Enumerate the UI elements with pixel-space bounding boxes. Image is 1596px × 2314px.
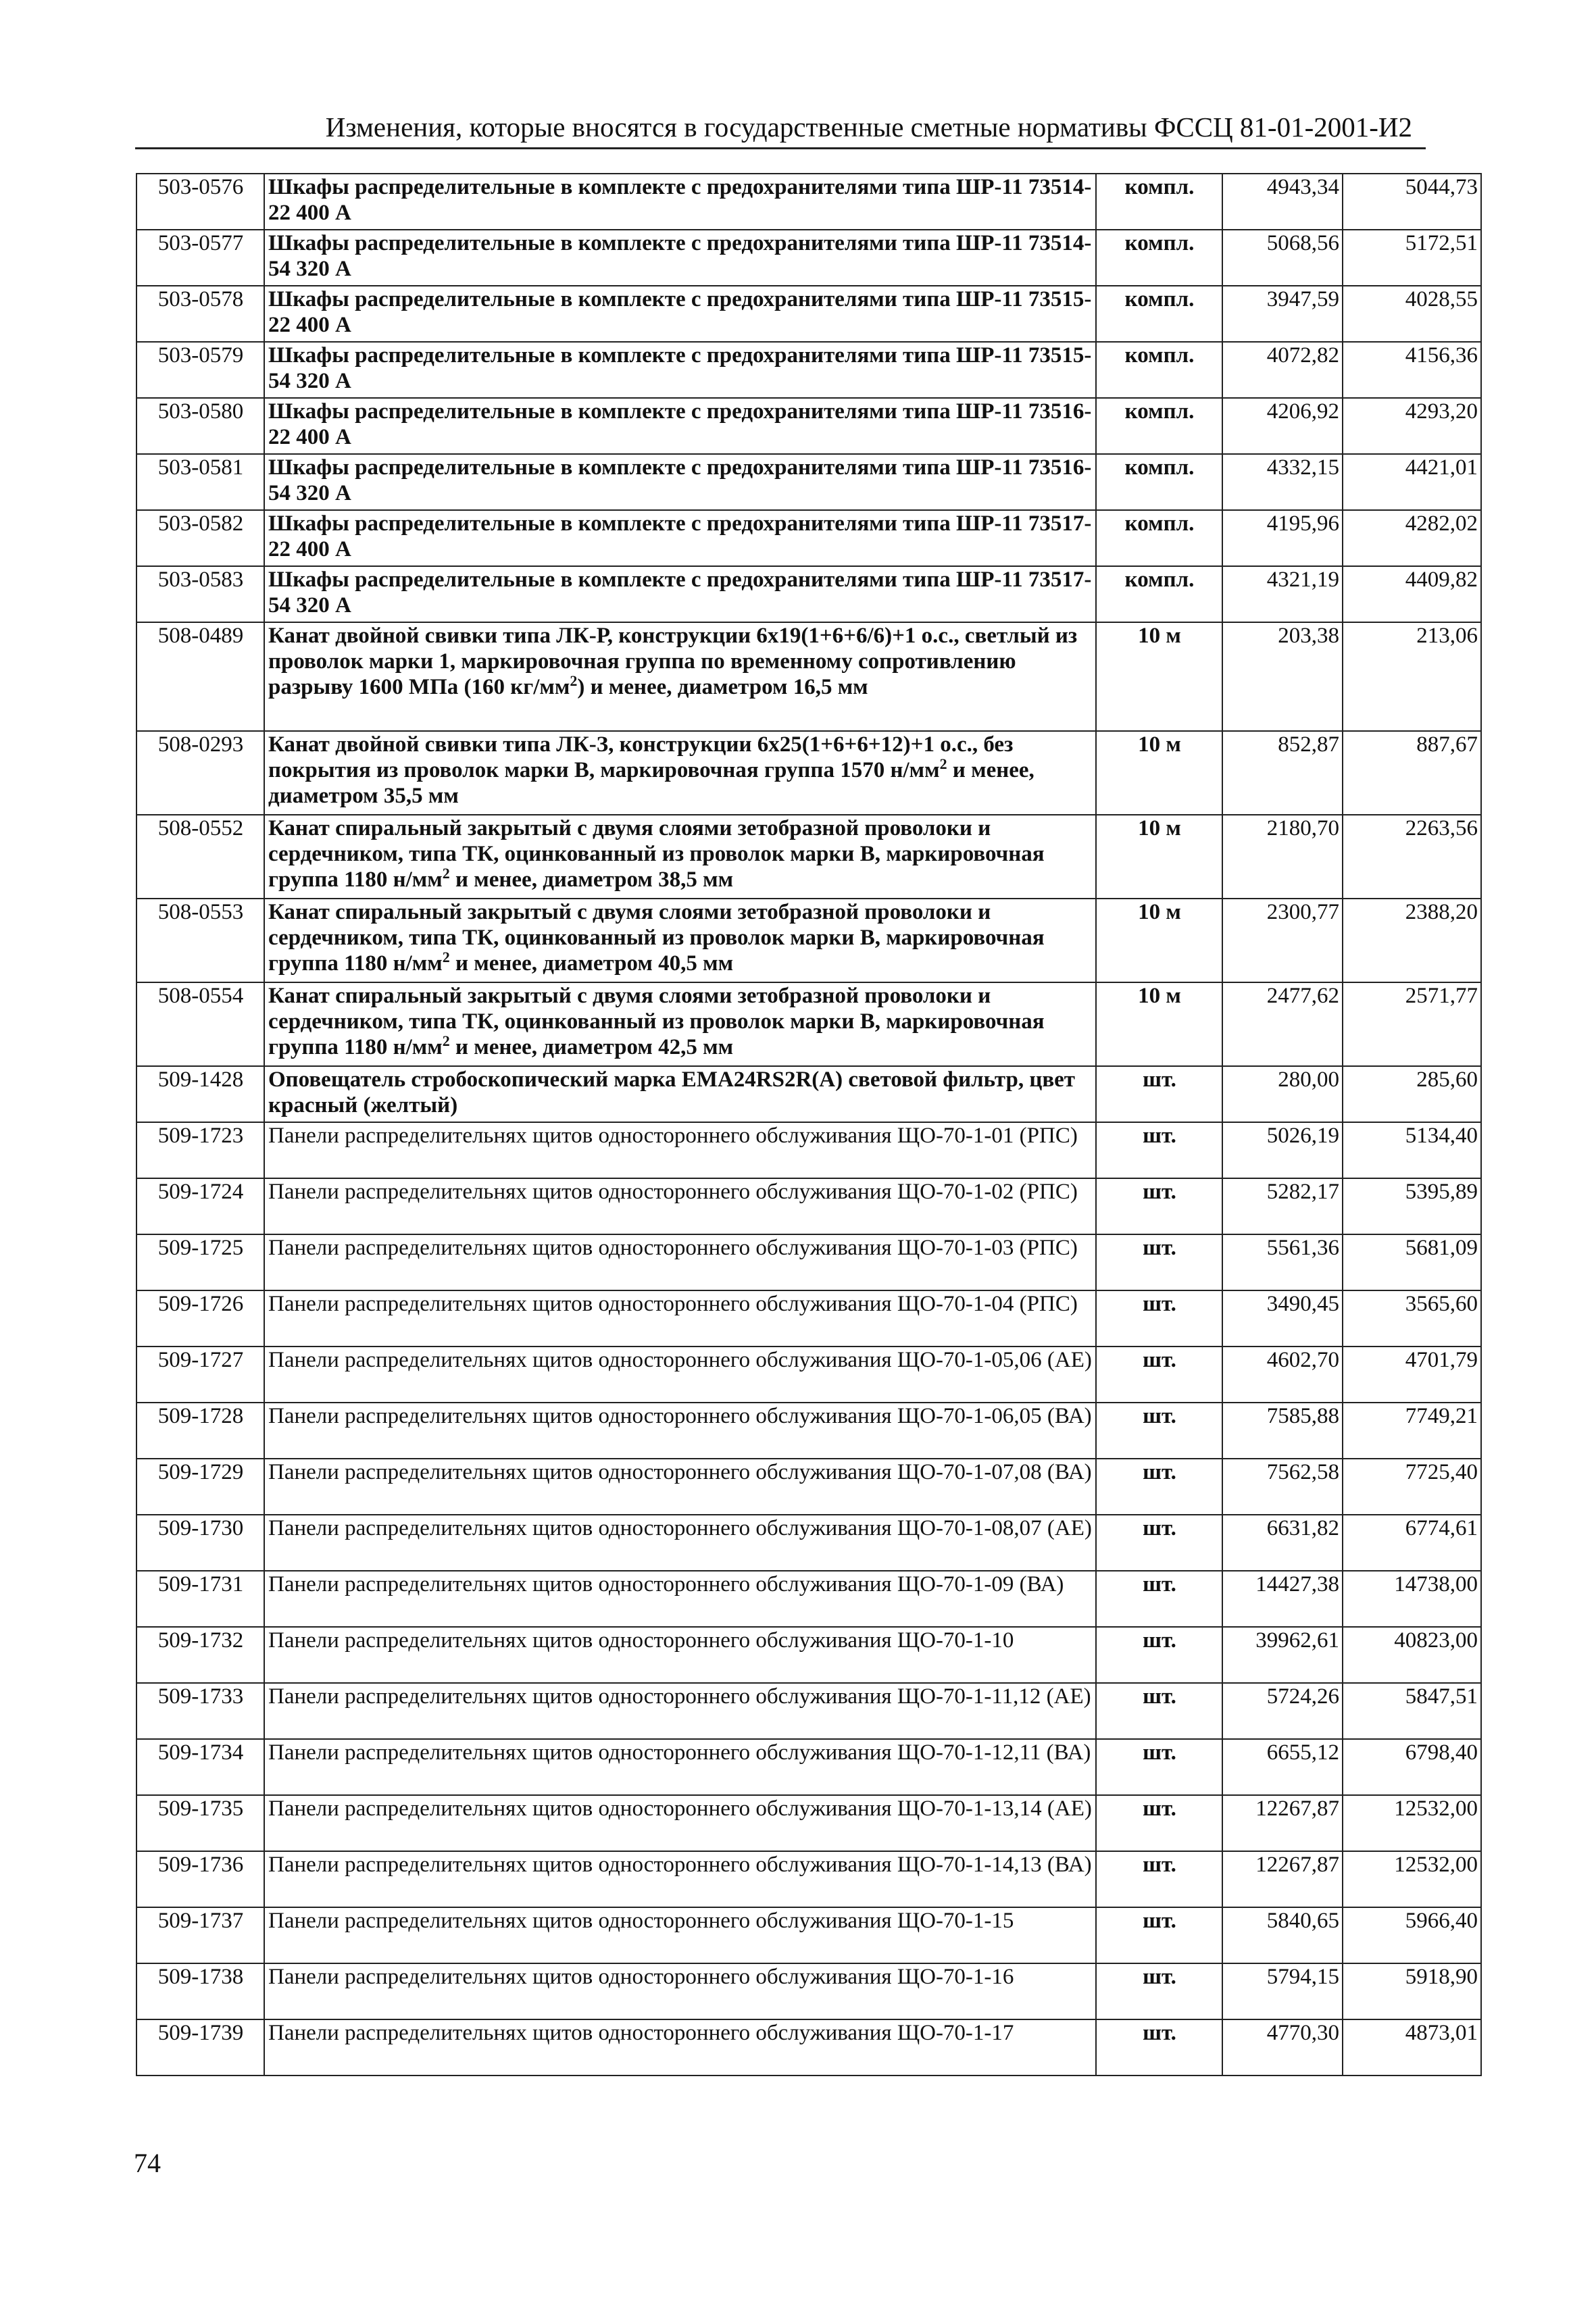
item-unit: шт. (1096, 1739, 1222, 1795)
table-row (136, 982, 1481, 1066)
item-unit: 10 м (1096, 622, 1222, 731)
item-price-base: 4602,70 (1222, 1347, 1343, 1403)
table-row (136, 1851, 1481, 1907)
item-price-base: 6631,82 (1222, 1515, 1343, 1571)
item-code: 508-0293 (136, 731, 264, 815)
item-code: 509-1428 (136, 1066, 264, 1122)
item-description: Шкафы распределительные в комплекте с предохранителями типа ШР-11 73514-22 400 А (264, 174, 1096, 230)
table-row (136, 1739, 1481, 1795)
item-price-base: 14427,38 (1222, 1571, 1343, 1627)
item-unit: компл. (1096, 174, 1222, 230)
item-code: 509-1725 (136, 1234, 264, 1290)
item-price-current: 5966,40 (1343, 1907, 1481, 1963)
item-code: 509-1727 (136, 1347, 264, 1403)
item-price-current: 5044,73 (1343, 174, 1481, 230)
item-price-current: 6798,40 (1343, 1739, 1481, 1795)
item-unit: шт. (1096, 1627, 1222, 1683)
item-unit: 10 м (1096, 731, 1222, 815)
item-price-current: 5172,51 (1343, 230, 1481, 286)
item-description: Панели распределительнях щитов одностороннего обслуживания ЩО-70-1-10 (264, 1627, 1096, 1683)
item-description: Панели распределительнях щитов одностороннего обслуживания ЩО-70-1-03 (РПС) (264, 1234, 1096, 1290)
item-price-current: 14738,00 (1343, 1571, 1481, 1627)
table-row (136, 230, 1481, 286)
page-number: 74 (134, 2148, 161, 2178)
item-price-base: 7562,58 (1222, 1459, 1343, 1515)
table-row (136, 815, 1481, 899)
item-price-current: 3565,60 (1343, 1290, 1481, 1347)
table-row (136, 1290, 1481, 1347)
table-row (136, 174, 1481, 230)
page-header (135, 108, 1426, 149)
item-unit: шт. (1096, 1122, 1222, 1178)
item-code: 508-0552 (136, 815, 264, 899)
table-row (136, 1459, 1481, 1515)
item-description: Панели распределительнях щитов одностороннего обслуживания ЩО-70-1-09 (ВА) (264, 1571, 1096, 1627)
item-price-base: 3947,59 (1222, 286, 1343, 342)
item-code: 503-0577 (136, 230, 264, 286)
price-table (136, 173, 1482, 2076)
item-price-current: 4409,82 (1343, 566, 1481, 622)
item-description: Панели распределительнях щитов одностороннего обслуживания ЩО-70-1-13,14 (АЕ) (264, 1795, 1096, 1851)
item-price-base: 4206,92 (1222, 398, 1343, 454)
item-price-base: 5794,15 (1222, 1963, 1343, 2019)
item-code: 509-1738 (136, 1963, 264, 2019)
item-price-current: 4282,02 (1343, 510, 1481, 566)
item-unit: шт. (1096, 2019, 1222, 2076)
item-unit: 10 м (1096, 815, 1222, 899)
table-row (136, 510, 1481, 566)
item-price-current: 2388,20 (1343, 899, 1481, 982)
item-code: 509-1726 (136, 1290, 264, 1347)
item-price-base: 5282,17 (1222, 1178, 1343, 1234)
item-description: Панели распределительнях щитов одностороннего обслуживания ЩО-70-1-04 (РПС) (264, 1290, 1096, 1347)
item-price-current: 6774,61 (1343, 1515, 1481, 1571)
item-price-current: 7725,40 (1343, 1459, 1481, 1515)
item-description: Панели распределительнях щитов одностороннего обслуживания ЩО-70-1-08,07 (АЕ) (264, 1515, 1096, 1571)
item-code: 503-0583 (136, 566, 264, 622)
item-description: Панели распределительнях щитов одностороннего обслуживания ЩО-70-1-14,13 (ВА) (264, 1851, 1096, 1907)
item-price-base: 4943,34 (1222, 174, 1343, 230)
item-code: 509-1728 (136, 1403, 264, 1459)
item-code: 508-0554 (136, 982, 264, 1066)
item-code: 503-0578 (136, 286, 264, 342)
table-row (136, 1066, 1481, 1122)
item-price-current: 5134,40 (1343, 1122, 1481, 1178)
item-price-current: 285,60 (1343, 1066, 1481, 1122)
item-code: 509-1737 (136, 1907, 264, 1963)
item-price-base: 4321,19 (1222, 566, 1343, 622)
item-code: 503-0581 (136, 454, 264, 510)
item-unit: шт. (1096, 1459, 1222, 1515)
item-description: Панели распределительнях щитов одностороннего обслуживания ЩО-70-1-02 (РПС) (264, 1178, 1096, 1234)
price-table-body (136, 174, 1481, 2076)
table-row (136, 899, 1481, 982)
item-unit: шт. (1096, 1403, 1222, 1459)
item-price-current: 5918,90 (1343, 1963, 1481, 2019)
item-code: 509-1735 (136, 1795, 264, 1851)
item-price-current: 4421,01 (1343, 454, 1481, 510)
item-price-current: 12532,00 (1343, 1795, 1481, 1851)
item-unit: 10 м (1096, 982, 1222, 1066)
item-price-current: 40823,00 (1343, 1627, 1481, 1683)
item-price-base: 3490,45 (1222, 1290, 1343, 1347)
item-description: Оповещатель стробоскопический марка EMA24RS2R(A) световой фильтр, цвет красный (желтый) (264, 1066, 1096, 1122)
table-row (136, 1627, 1481, 1683)
item-unit: компл. (1096, 454, 1222, 510)
table-row (136, 731, 1481, 815)
table-row (136, 1178, 1481, 1234)
item-unit: компл. (1096, 510, 1222, 566)
table-row (136, 622, 1481, 731)
item-price-base: 4072,82 (1222, 342, 1343, 398)
item-unit: шт. (1096, 1290, 1222, 1347)
table-row (136, 1515, 1481, 1571)
table-row (136, 342, 1481, 398)
item-price-current: 5681,09 (1343, 1234, 1481, 1290)
item-price-base: 12267,87 (1222, 1851, 1343, 1907)
item-price-base: 4770,30 (1222, 2019, 1343, 2076)
item-description: Панели распределительнях щитов одностороннего обслуживания ЩО-70-1-11,12 (АЕ) (264, 1683, 1096, 1739)
item-description: Канат двойной свивки типа ЛК-З, конструкции 6х25(1+6+6+12)+1 о.с., без покрытия из проволок марки В, маркировочная группа 1570 $н/мм^2$ и менее, диаметром 35,5 мм (264, 731, 1096, 815)
item-unit: шт. (1096, 1178, 1222, 1234)
item-description: Панели распределительнях щитов одностороннего обслуживания ЩО-70-1-16 (264, 1963, 1096, 2019)
item-code: 509-1729 (136, 1459, 264, 1515)
item-unit: 10 м (1096, 899, 1222, 982)
table-row (136, 398, 1481, 454)
item-description: Панели распределительнях щитов одностороннего обслуживания ЩО-70-1-01 (РПС) (264, 1122, 1096, 1178)
item-price-current: 12532,00 (1343, 1851, 1481, 1907)
item-description: Панели распределительнях щитов одностороннего обслуживания ЩО-70-1-05,06 (АЕ) (264, 1347, 1096, 1403)
table-row (136, 2019, 1481, 2076)
table-row (136, 1907, 1481, 1963)
item-description: Панели распределительнях щитов одностороннего обслуживания ЩО-70-1-12,11 (ВА) (264, 1739, 1096, 1795)
item-price-current: 4293,20 (1343, 398, 1481, 454)
item-code: 509-1730 (136, 1515, 264, 1571)
item-unit: шт. (1096, 1234, 1222, 1290)
item-unit: компл. (1096, 398, 1222, 454)
item-code: 509-1733 (136, 1683, 264, 1739)
item-price-base: 39962,61 (1222, 1627, 1343, 1683)
item-price-current: 4156,36 (1343, 342, 1481, 398)
item-description: Шкафы распределительные в комплекте с предохранителями типа ШР-11 73514-54 320 А (264, 230, 1096, 286)
item-price-base: 7585,88 (1222, 1403, 1343, 1459)
item-unit: компл. (1096, 566, 1222, 622)
item-price-current: 213,06 (1343, 622, 1481, 731)
item-price-base: 6655,12 (1222, 1739, 1343, 1795)
table-row (136, 1234, 1481, 1290)
item-description: Шкафы распределительные в комплекте с предохранителями типа ШР-11 73516-22 400 А (264, 398, 1096, 454)
item-description: Канат спиральный закрытый с двумя слоями зетобразной проволоки и сердечником, типа ТК, оцинкованный из проволок марки В, маркировочная группа 1180 $н/мм^2$ и менее, диаметром 42,5 мм (264, 982, 1096, 1066)
item-price-current: 4873,01 (1343, 2019, 1481, 2076)
table-row (136, 1683, 1481, 1739)
table-row (136, 566, 1481, 622)
item-price-base: 852,87 (1222, 731, 1343, 815)
item-price-current: 5847,51 (1343, 1683, 1481, 1739)
item-price-base: 2477,62 (1222, 982, 1343, 1066)
item-unit: шт. (1096, 1963, 1222, 2019)
item-price-base: 5561,36 (1222, 1234, 1343, 1290)
item-code: 503-0580 (136, 398, 264, 454)
item-description: Панели распределительнях щитов одностороннего обслуживания ЩО-70-1-07,08 (ВА) (264, 1459, 1096, 1515)
item-description: Канат спиральный закрытый с двумя слоями зетобразной проволоки и сердечником, типа ТК, оцинкованный из проволок марки В, маркировочная группа 1180 $н/мм^2$ и менее, диаметром 40,5 мм (264, 899, 1096, 982)
item-code: 509-1734 (136, 1739, 264, 1795)
item-unit: шт. (1096, 1515, 1222, 1571)
table-row (136, 286, 1481, 342)
item-description: Панели распределительнях щитов одностороннего обслуживания ЩО-70-1-17 (264, 2019, 1096, 2076)
item-price-base: 12267,87 (1222, 1795, 1343, 1851)
item-unit: компл. (1096, 286, 1222, 342)
item-code: 503-0576 (136, 174, 264, 230)
item-unit: шт. (1096, 1347, 1222, 1403)
item-price-current: 5395,89 (1343, 1178, 1481, 1234)
table-row (136, 1122, 1481, 1178)
item-description: Шкафы распределительные в комплекте с предохранителями типа ШР-11 73515-22 400 А (264, 286, 1096, 342)
item-price-base: 2180,70 (1222, 815, 1343, 899)
item-price-current: 2571,77 (1343, 982, 1481, 1066)
item-price-base: 4195,96 (1222, 510, 1343, 566)
item-price-base: 5026,19 (1222, 1122, 1343, 1178)
item-price-current: 4028,55 (1343, 286, 1481, 342)
item-code: 509-1739 (136, 2019, 264, 2076)
item-code: 508-0489 (136, 622, 264, 731)
item-code: 509-1731 (136, 1571, 264, 1627)
item-code: 509-1732 (136, 1627, 264, 1683)
item-unit: шт. (1096, 1907, 1222, 1963)
item-price-current: 887,67 (1343, 731, 1481, 815)
item-unit: шт. (1096, 1683, 1222, 1739)
item-code: 503-0579 (136, 342, 264, 398)
item-code: 509-1724 (136, 1178, 264, 1234)
table-row (136, 1963, 1481, 2019)
item-unit: шт. (1096, 1851, 1222, 1907)
table-row (136, 454, 1481, 510)
item-price-base: 5724,26 (1222, 1683, 1343, 1739)
table-row (136, 1347, 1481, 1403)
item-description: Канат двойной свивки типа ЛК-Р, конструкции 6х19(1+6+6/6)+1 о.с., светлый из проволок марки 1, маркировочная группа по временному сопротивлению разрыву 1600 МПа (160 $кг/мм^2$) и менее, диаметром 16,5 мм (264, 622, 1096, 731)
item-unit: шт. (1096, 1795, 1222, 1851)
item-description: Шкафы распределительные в комплекте с предохранителями типа ШР-11 73515-54 320 А (264, 342, 1096, 398)
item-price-base: 280,00 (1222, 1066, 1343, 1122)
item-price-base: 203,38 (1222, 622, 1343, 731)
item-price-current: 4701,79 (1343, 1347, 1481, 1403)
table-row (136, 1795, 1481, 1851)
item-code: 503-0582 (136, 510, 264, 566)
item-description: Шкафы распределительные в комплекте с предохранителями типа ШР-11 73517-22 400 А (264, 510, 1096, 566)
item-description: Панели распределительнях щитов одностороннего обслуживания ЩО-70-1-15 (264, 1907, 1096, 1963)
item-price-base: 5068,56 (1222, 230, 1343, 286)
table-row (136, 1571, 1481, 1627)
item-code: 509-1723 (136, 1122, 264, 1178)
item-unit: компл. (1096, 230, 1222, 286)
item-price-current: 7749,21 (1343, 1403, 1481, 1459)
item-price-current: 2263,56 (1343, 815, 1481, 899)
item-unit: шт. (1096, 1066, 1222, 1122)
item-price-base: 5840,65 (1222, 1907, 1343, 1963)
item-price-base: 2300,77 (1222, 899, 1343, 982)
item-description: Шкафы распределительные в комплекте с предохранителями типа ШР-11 73516-54 320 А (264, 454, 1096, 510)
table-row (136, 1403, 1481, 1459)
item-code: 508-0553 (136, 899, 264, 982)
item-code: 509-1736 (136, 1851, 264, 1907)
header-title: Изменения, которые вносятся в государственные сметные нормативы ФССЦ 81-01-2001-И2 (325, 111, 1412, 143)
item-description: Панели распределительнях щитов одностороннего обслуживания ЩО-70-1-06,05 (ВА) (264, 1403, 1096, 1459)
item-description: Шкафы распределительные в комплекте с предохранителями типа ШР-11 73517-54 320 А (264, 566, 1096, 622)
item-unit: компл. (1096, 342, 1222, 398)
item-description: Канат спиральный закрытый с двумя слоями зетобразной проволоки и сердечником, типа ТК, оцинкованный из проволок марки В, маркировочная группа 1180 $н/мм^2$ и менее, диаметром 38,5 мм (264, 815, 1096, 899)
item-price-base: 4332,15 (1222, 454, 1343, 510)
item-unit: шт. (1096, 1571, 1222, 1627)
